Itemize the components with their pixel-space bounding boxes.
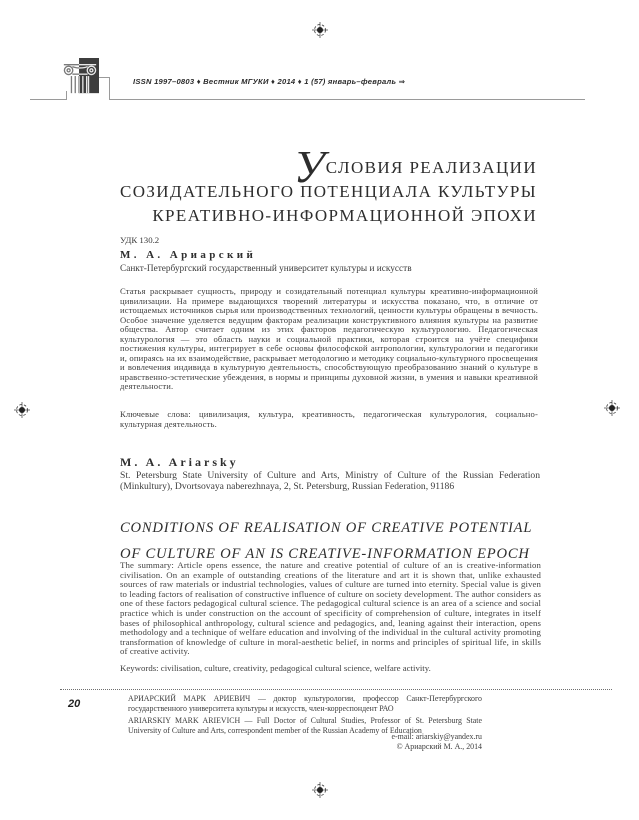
title-en-line-2: OF CULTURE OF AN IS CREATIVE-INFORMATION EPOCH (120, 545, 530, 562)
author-name-en: M. A. Ariarsky (120, 455, 239, 469)
affiliation-ru: Санкт-Петербургский государственный университет культуры и искусств (120, 264, 412, 274)
author-name-ru: М. А. Ариарский (120, 249, 257, 261)
udc-code: УДК 130.2 (120, 235, 160, 245)
registration-mark-bottom-icon (312, 782, 328, 798)
author-bio-ru: АРИАРСКИЙ МАРК АРИЕВИЧ — доктор культурологии, профессор Санкт-Петербургского государственного университета культуры и искусств, член-корреспондент РАО (128, 694, 482, 713)
article-title-ru (97, 141, 537, 228)
title-line-2: СОЗИДАТЕЛЬНОГО ПОТЕНЦИАЛА КУЛЬТУРЫ (119, 182, 537, 201)
title-line-3: КРЕАТИВНО-ИНФОРМАЦИОННОЙ ЭПОХИ (152, 206, 537, 225)
logo-connector-line (99, 77, 110, 100)
footer-dotted-rule (60, 689, 612, 690)
registration-mark-top-icon (312, 22, 328, 38)
credits-block (128, 732, 482, 751)
registration-mark-left-icon (14, 402, 30, 418)
page-number: 20 (68, 698, 81, 710)
keywords-ru: Ключевые слова: цивилизация, культура, креативность, педагогическая культурология, социально-культурная деятельность. (120, 409, 538, 429)
author-bio-en: ARIARSKIY MARK ARIEVICH — Full Doctor of Cultural Studies, Professor of St. Petersburg State University of Culture and Arts, correspondent member of the Russian Academy of Education (128, 716, 482, 735)
summary-en: The summary: Article opens essence, the nature and creative potential of culture of an is creative-information civilisation. On an example of outstanding creations of the literature and art it is shown that, unlike exhausted sources of raw materials or industrial technologies, values of culture are turned into eternity. Special value is given to leading factors of realisation of constructive influence of culture on society development. The author considers as one of these factors pedagogical cultural science. The pedagogical cultural science is an area of a science and social practice which is under construction on the account of specificity of comprehension of culture, integrates in itself bases of philosophical anthropology, cultural science and pedagogics, and, leaning against their interaction, opens methodology and a technique of welfare education and involving of the individual in the cultural activity promoting transformation of knowledge of culture in moral-aesthetic belief, in norms and principles of spiritual life, in skills of creative activity. (120, 560, 541, 657)
header-rule (109, 99, 585, 100)
title-en-line-1: CONDITIONS OF REALISATION OF CREATIVE POTENTIAL (120, 520, 533, 536)
registration-mark-right-icon (604, 400, 620, 416)
issn-line: ISSN 1997–0803 ♦ Вестник МГУКИ ♦ 2014 ♦ 1 (57) январь–февраль ⇒ (133, 77, 406, 86)
keywords-en: Keywords: civilisation, culture, creativity, pedagogical cultural science, welfare activity. (120, 663, 431, 673)
title-line-1-text: СЛОВИЯ РЕАЛИЗАЦИИ (325, 158, 537, 177)
author-email: e-mail: ariarskiy@yandex.ru (391, 732, 482, 741)
copyright-line: © Ариарский М. А., 2014 (396, 741, 482, 751)
logo-baseline-segment (30, 91, 67, 100)
title-drop-initial: У (293, 141, 325, 192)
abstract-ru: Статья раскрывает сущность, природу и созидательный потенциал культуры креативно-информационной цивилизации. На примере выдающихся творений литературы и искусства показано, что, в отличие от истощаемых источников сырья или производственных технологий, ценности культуры обращены в вечность. Особое значение уделяется ведущим факторам реализации конструктивного влияния культуры на развитие общества. Автор считает одним из этих факторов педагогическую культурологию. Педагогическая культурология — это область науки и социальной практики, которая строится на учёте специфики постижения культуры, интегрирует в себе основы философской антропологии, культурологии и педагогики и, опираясь на их взаимодействие, раскрывает методологию и методику социально-культурного просвещения и вовлечения индивида в культурную деятельность, способствующую преобразованию знаний о культуре в нравственно-эстетические убеждения, в нормы и принципы духовной жизни, в умения и навыки креативной деятельности. (120, 286, 538, 391)
affiliation-en: St. Petersburg State University of Culture and Arts, Ministry of Culture of the Russian Federation (Minkultury), Dvortsovaya naberezhnaya, 2, St. Petersburg, Russian Federation, 91186 (120, 470, 540, 492)
